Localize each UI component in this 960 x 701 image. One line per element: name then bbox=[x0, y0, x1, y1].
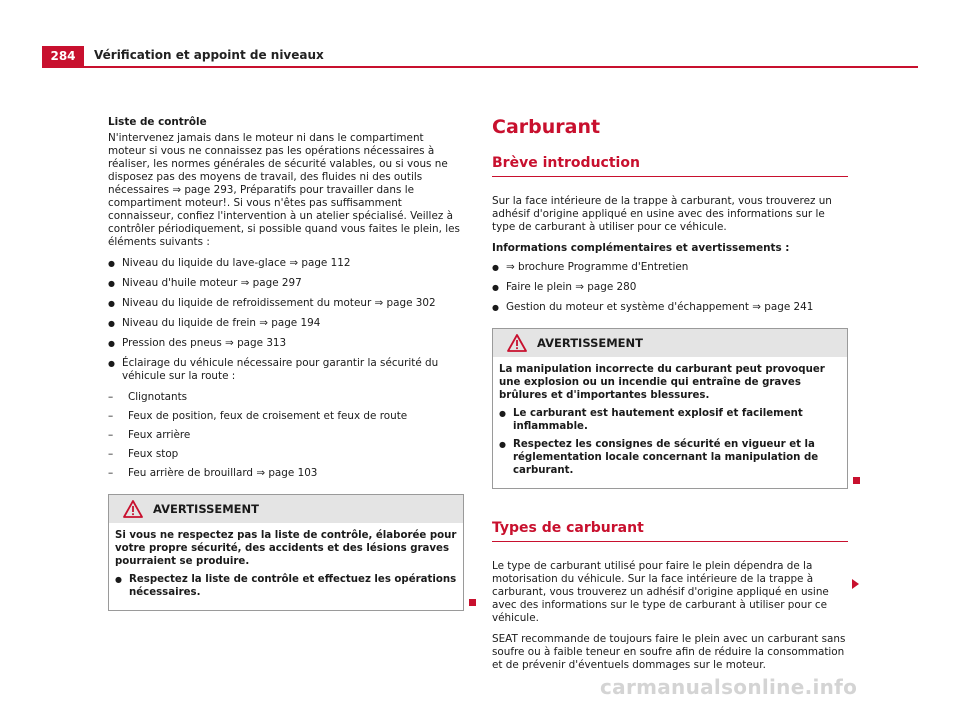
warning-box-checklist bbox=[108, 494, 464, 611]
left-column bbox=[108, 116, 464, 611]
warning-text: La manipulation incorrecte du carburant peut provoquer une explosion ou un incendie qui entraîne de graves brûlures et d'importantes blessures. bbox=[499, 364, 825, 401]
end-marker-icon bbox=[853, 477, 860, 484]
list-item: ● Gestion du moteur et système d'échappement ⇒ page 241 bbox=[492, 301, 848, 314]
warning-triangle-icon bbox=[123, 500, 143, 518]
checklist-title: Liste de contrôle bbox=[108, 116, 207, 128]
subsection-title-intro: Brève introduction bbox=[492, 154, 848, 177]
lighting-list bbox=[108, 391, 464, 480]
warning-title: AVERTISSEMENT bbox=[153, 501, 260, 516]
list-item: ● Niveau du liquide du lave-glace ⇒ page 112 bbox=[108, 257, 464, 270]
section-title: Carburant bbox=[492, 116, 601, 138]
right-column bbox=[492, 116, 848, 680]
warning-bullet: ● Respectez la liste de contrôle et effectuez les opérations nécessaires. bbox=[115, 573, 457, 599]
fuel-types-text-2: SEAT recommande de toujours faire le plein avec un carburant sans soufre ou à faible teneur en soufre afin de réduire la consommation et de prévenir d'éventuels dommages sur le moteur. bbox=[492, 633, 846, 671]
list-item: ● Niveau d'huile moteur ⇒ page 297 bbox=[108, 277, 464, 290]
warning-header bbox=[109, 495, 463, 523]
continue-arrow-icon bbox=[852, 579, 859, 589]
checklist-bullets bbox=[108, 257, 464, 383]
warning-body bbox=[493, 357, 847, 488]
info-bullets bbox=[492, 261, 848, 314]
info-title: Informations complémentaires et avertissements : bbox=[492, 242, 790, 254]
checklist-intro: N'intervenez jamais dans le moteur ni dans le compartiment moteur si vous ne connaissez pas les opérations nécessaires à réaliser, les normes générales de sécurité valables, ou si vous ne disposez pas des moyens de travail, des fluides ni des outils nécessaires ⇒ page 293, Préparatifs pour travailler dans le compartiment moteur!. Si vous n'êtes pas suffisamment connaisseur, confiez l'intervention à un atelier spécialisé. Veillez à contrôler périodiquement, si possible quand vous faites le plein, les éléments suivants : bbox=[108, 132, 460, 248]
warning-text: Si vous ne respectez pas la liste de contrôle, élaborée pour votre propre sécurité, des accidents et des lésions graves pourraient se produire. bbox=[115, 530, 457, 567]
page-number: 284 bbox=[50, 49, 76, 63]
warning-bullet: ● Respectez les consignes de sécurité en vigueur et la réglementation locale concernant la manipulation de carburant. bbox=[499, 438, 841, 477]
watermark: carmanualsonline.info bbox=[600, 675, 858, 699]
list-item: – Feu arrière de brouillard ⇒ page 103 bbox=[108, 467, 464, 480]
warning-title: AVERTISSEMENT bbox=[537, 335, 644, 350]
list-item: ● Faire le plein ⇒ page 280 bbox=[492, 281, 848, 294]
list-item: ● Niveau du liquide de frein ⇒ page 194 bbox=[108, 317, 464, 330]
list-item: – Clignotants bbox=[108, 391, 464, 404]
page-title: Vérification et appoint de niveaux bbox=[94, 48, 324, 62]
page-number-badge bbox=[42, 46, 84, 66]
end-marker-icon bbox=[469, 599, 476, 606]
warning-bullet: ● Le carburant est hautement explosif et facilement inflammable. bbox=[499, 407, 841, 433]
list-item: – Feux de position, feux de croisement et feux de route bbox=[108, 410, 464, 423]
list-item: ● Éclairage du véhicule nécessaire pour garantir la sécurité du véhicule sur la route : bbox=[108, 357, 464, 383]
warning-box-fuel bbox=[492, 328, 848, 489]
warning-triangle-icon bbox=[507, 334, 527, 352]
warning-header bbox=[493, 329, 847, 357]
list-item: – Feux arrière bbox=[108, 429, 464, 442]
fuel-types-text-1: Le type de carburant utilisé pour faire le plein dépendra de la motorisation du véhicule. Sur la face intérieure de la trappe à carburant, vous trouverez un adhésif d'origine appliqué en usine avec des informations sur le type de carburant à utiliser pour ce véhicule. bbox=[492, 560, 829, 624]
list-item: ● Niveau du liquide de refroidissement du moteur ⇒ page 302 bbox=[108, 297, 464, 310]
list-item: ● Pression des pneus ⇒ page 313 bbox=[108, 337, 464, 350]
warning-body bbox=[109, 523, 463, 610]
subsection-title-fuel-types: Types de carburant bbox=[492, 519, 848, 542]
intro-text: Sur la face intérieure de la trappe à carburant, vous trouverez un adhésif d'origine appliqué en usine avec des informations sur le type de carburant à utiliser pour ce véhicule. bbox=[492, 195, 832, 233]
header-rule bbox=[42, 66, 918, 68]
list-item: – Feux stop bbox=[108, 448, 464, 461]
list-item: ● ⇒ brochure Programme d'Entretien bbox=[492, 261, 848, 274]
